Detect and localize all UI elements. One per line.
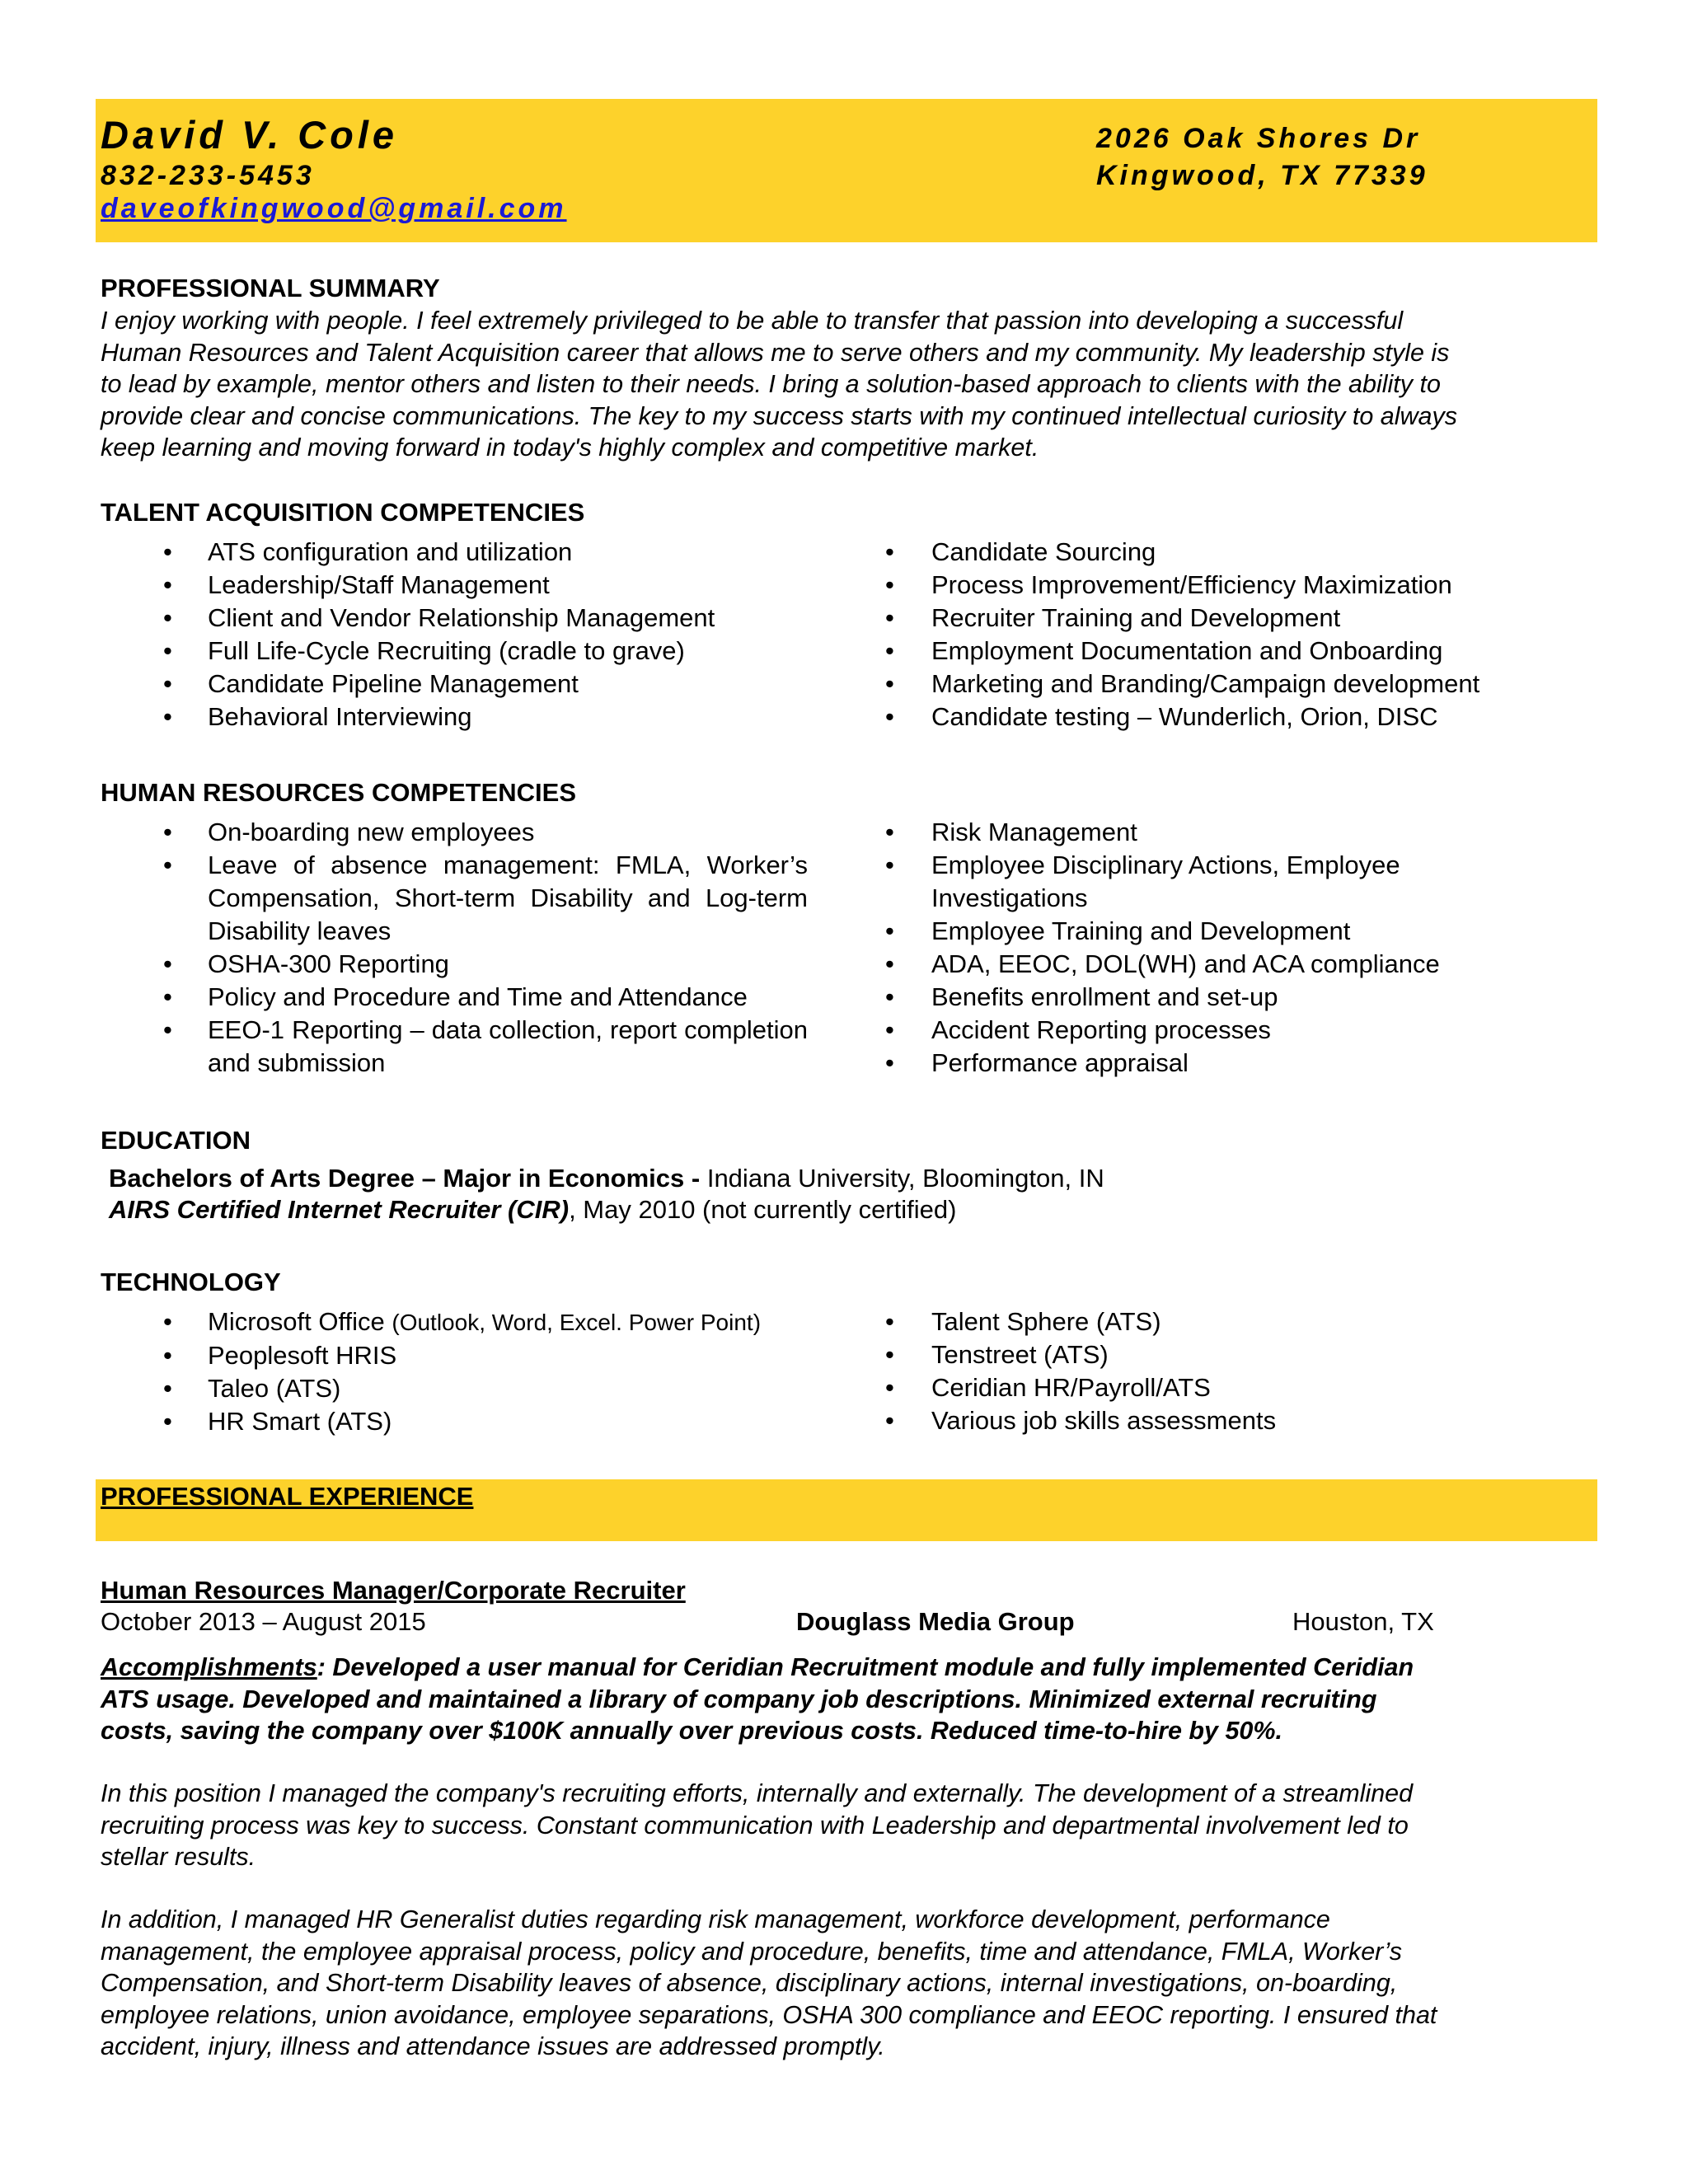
list-item: • Various job skills assessments: [931, 1404, 1591, 1437]
summary-line: keep learning and moving forward in today's highly complex and competitive market.: [101, 434, 1039, 462]
hr-list-right: [931, 816, 1492, 1080]
summary-line: I enjoy working with people. I feel extremely privileged to be able to transfer that passion into developing a successful: [101, 307, 1404, 335]
experience-paragraph-2: [101, 1904, 1592, 2063]
degree-name: Bachelors of Arts Degree – Major in Economics -: [109, 1164, 701, 1193]
list-item: • OSHA-300 Reporting: [101, 948, 808, 981]
paragraph-line: employee relations, union avoidance, employee separations, OSHA 300 compliance and EEOC reporting. I ensured that: [101, 2000, 1437, 2029]
list-item: • ATS configuration and utilization: [101, 536, 842, 569]
paragraph-line: In addition, I managed HR Generalist duties regarding risk management, workforce development, performance: [101, 1905, 1330, 1933]
summary-line: Human Resources and Talent Acquisition career that allows me to serve others and my community. My leadership style is: [101, 338, 1450, 367]
list-item: • Marketing and Branding/Campaign development: [931, 668, 1591, 701]
address-street: 2026 Oak Shores Dr: [1096, 123, 1421, 154]
company-name: Douglass Media Group: [796, 1607, 1075, 1636]
job-location: Houston, TX: [1292, 1607, 1434, 1636]
hr-list-left: [101, 816, 808, 1080]
degree-school: Indiana University, Bloomington, IN: [700, 1164, 1104, 1193]
summary-line: to lead by example, mentor others and listen to their needs. I bring a solution-based approach to clients with the ability to: [101, 370, 1441, 398]
list-item: • Candidate Pipeline Management: [101, 668, 842, 701]
list-item: • Ceridian HR/Payroll/ATS: [931, 1371, 1591, 1404]
paragraph-line: In this position I managed the company's recruiting efforts, internally and externally. The development of a streamlined: [101, 1779, 1414, 1807]
job-dates: October 2013 – August 2015: [101, 1607, 426, 1636]
list-item: • EEO-1 Reporting – data collection, report completion and submission: [101, 1014, 808, 1080]
list-item: • Leave of absence management: FMLA, Worker’s Compensation, Short-term Disability and Log-term Disability leaves: [101, 849, 808, 948]
list-item: • Leadership/Staff Management: [101, 569, 842, 602]
candidate-name: David V. Cole: [101, 113, 399, 157]
education-heading: EDUCATION: [101, 1126, 251, 1155]
technology-heading: TECHNOLOGY: [101, 1268, 281, 1296]
paragraph-line: management, the employee appraisal process, policy and procedure, benefits, time and attendance, FMLA, Worker’s: [101, 1937, 1402, 1966]
list-item: • Employee Disciplinary Actions, Employee Investigations: [931, 849, 1492, 915]
talent-list-left: [101, 536, 842, 733]
list-item: • Risk Management: [931, 816, 1492, 849]
accomplishments-text: : Developed a user manual for Ceridian Recruitment module and fully implemented Ceridian: [316, 1653, 1414, 1681]
summary-line: provide clear and concise communications. The key to my success starts with my continued intellectual curiosity to always: [101, 401, 1458, 430]
list-item: • Accident Reporting processes: [931, 1014, 1492, 1047]
list-item: • On-boarding new employees: [101, 816, 808, 849]
list-item: • Employee Training and Development: [931, 915, 1492, 948]
list-item: • Client and Vendor Relationship Management: [101, 602, 842, 635]
experience-heading: PROFESSIONAL EXPERIENCE: [101, 1482, 474, 1511]
hr-heading: HUMAN RESOURCES COMPETENCIES: [101, 778, 576, 807]
list-item: • Behavioral Interviewing: [101, 701, 842, 733]
accomplishments-line: costs, saving the company over $100K annually over previous costs. Reduced time-to-hire by 50%.: [101, 1717, 1282, 1745]
list-item: • Taleo (ATS): [101, 1372, 842, 1405]
office-detail: (Outlook, Word, Excel. Power Point): [392, 1310, 762, 1335]
list-item: • Performance appraisal: [931, 1047, 1492, 1080]
summary-paragraph: [101, 305, 1592, 464]
address-city: Kingwood, TX 77339: [1096, 160, 1428, 191]
list-item: • Process Improvement/Efficiency Maximization: [931, 569, 1591, 602]
technology-list-right: [931, 1305, 1591, 1437]
accomplishments-label: Accomplishments: [101, 1653, 317, 1681]
list-item: • Peoplesoft HRIS: [101, 1339, 842, 1372]
list-item: • Candidate Sourcing: [931, 536, 1591, 569]
technology-list-left: [101, 1305, 842, 1438]
list-item: • Talent Sphere (ATS): [931, 1305, 1591, 1338]
summary-heading: PROFESSIONAL SUMMARY: [101, 274, 440, 302]
paragraph-line: recruiting process was key to success. Constant communication with Leadership and departmental involvement led to: [101, 1811, 1409, 1840]
accomplishments-paragraph: [101, 1652, 1592, 1747]
paragraph-line: Compensation, and Short-term Disability leaves of absence, disciplinary actions, internal investigations, on-boarding,: [101, 1969, 1398, 1997]
list-item: • ADA, EEOC, DOL(WH) and ACA compliance: [931, 948, 1492, 981]
certification-line: [109, 1195, 956, 1225]
list-item: • HR Smart (ATS): [101, 1405, 842, 1438]
list-item: • Policy and Procedure and Time and Attendance: [101, 981, 808, 1014]
phone-number: 832-233-5453: [101, 160, 315, 191]
accomplishments-line: ATS usage. Developed and maintained a library of company job descriptions. Minimized external recruiting: [101, 1685, 1377, 1713]
certification-name: AIRS Certified Internet Recruiter (CIR): [109, 1195, 570, 1224]
list-item: • Full Life-Cycle Recruiting (cradle to grave): [101, 635, 842, 668]
list-item: • Tenstreet (ATS): [931, 1338, 1591, 1371]
email-link[interactable]: daveofkingwood@gmail.com: [101, 193, 567, 224]
paragraph-line: stellar results.: [101, 1843, 256, 1871]
list-item: [101, 1305, 842, 1339]
certification-date: , May 2010 (not currently certified): [569, 1195, 957, 1224]
list-item: • Candidate testing – Wunderlich, Orion, DISC: [931, 701, 1591, 733]
office-label: Microsoft Office: [208, 1307, 392, 1336]
degree-line: [109, 1164, 1104, 1193]
talent-list-right: [931, 536, 1591, 733]
talent-heading: TALENT ACQUISITION COMPETENCIES: [101, 498, 585, 527]
experience-paragraph-1: [101, 1778, 1592, 1873]
list-item: • Recruiter Training and Development: [931, 602, 1591, 635]
list-item: • Benefits enrollment and set-up: [931, 981, 1492, 1014]
list-item: • Employment Documentation and Onboarding: [931, 635, 1591, 668]
paragraph-line: accident, injury, illness and attendance issues are addressed promptly.: [101, 2032, 885, 2060]
job-title: Human Resources Manager/Corporate Recruiter: [101, 1576, 686, 1605]
accomplishments-line: [101, 1652, 1592, 1684]
